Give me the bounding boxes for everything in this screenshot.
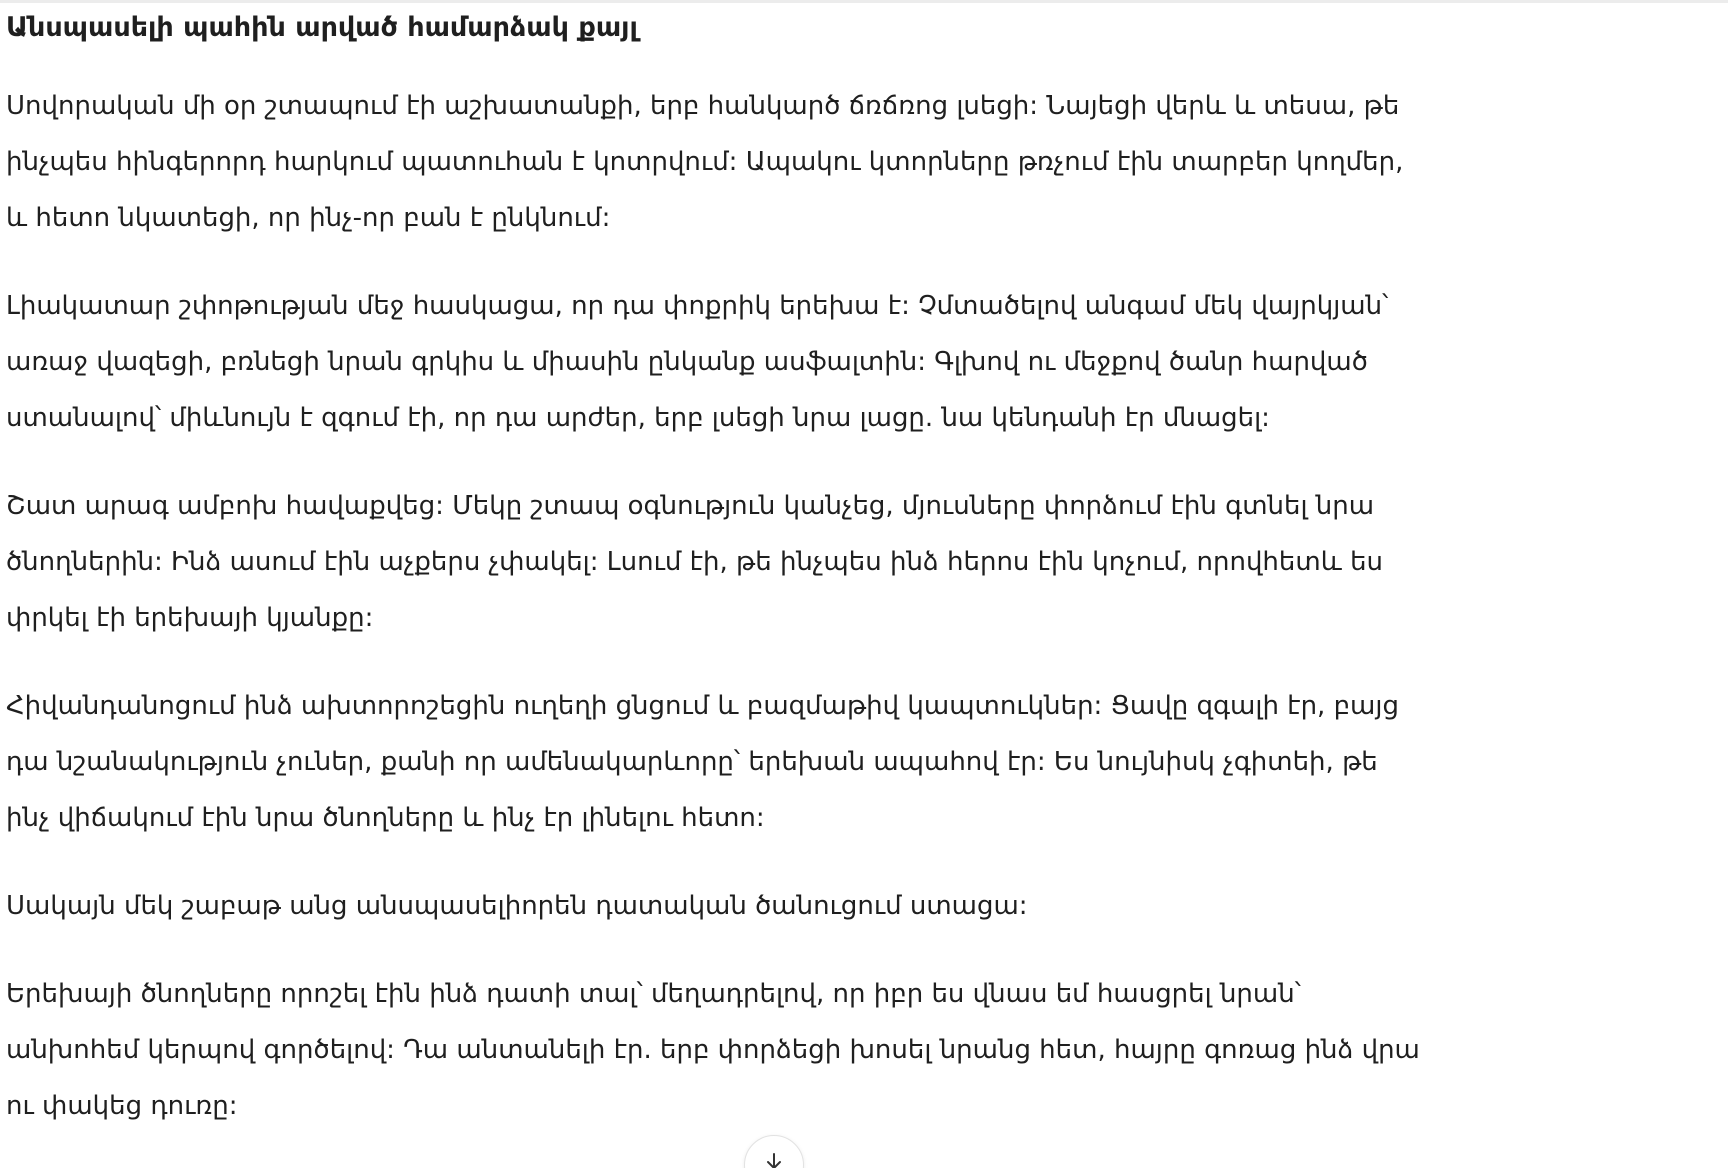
paragraph-line: Հիվանդանոցում ինձ ախտորոշեցին ուղեղի ցնցում և բազմաթիվ կապտուկներ: Ցավը զգալի էր, բայց (6, 691, 1399, 721)
paragraph-line: Շատ արագ ամբոխ հավաքվեց: Մեկը շտապ օգնություն կանչեց, մյուսները փորձում էին գտնել նրա (6, 491, 1375, 521)
arrow-down-icon (762, 1136, 786, 1168)
paragraph-line: անխոհեմ կերպով գործելով: Դա անտանելի էր. երբ փորձեցի խոսել նրանց հետ, հայրը գոռաց ինձ վրա (6, 1035, 1420, 1065)
article (6, 6, 1606, 1134)
paragraph-line: ինչպես հինգերորդ հարկում պատուհան է կոտրվում: Ապակու կտորները թռչում էին տարբեր կողմեր, (6, 147, 1404, 177)
paragraph-line: Լիակատար շփոթության մեջ հասկացա, որ դա փոքրիկ երեխա է: Չմտածելով անգամ մեկ վայրկյան՝ (6, 291, 1389, 321)
paragraph-line: ստանալով՝ միևնույն է զգում էի, որ դա արժեր, երբ լսեցի նրա լացը. նա կենդանի էր մնացել: (6, 403, 1270, 433)
paragraph-line: ինչ վիճակում էին նրա ծնողները և ինչ էր լինելու հետո: (6, 803, 765, 833)
article-title: Անսպասելի պահին արված համարձակ քայլ (6, 12, 638, 43)
paragraph-line: և հետո նկատեցի, որ ինչ-որ բան է ընկնում: (6, 203, 611, 233)
paragraph-line: Սովորական մի օր շտապում էի աշխատանքի, երբ հանկարծ ճռճռոց լսեցի: Նայեցի վերև և տեսա, թե (6, 91, 1400, 121)
paragraph-line: ու փակեց դուռը: (6, 1091, 238, 1121)
paragraph (6, 278, 1606, 446)
paragraph-line: փրկել էի երեխայի կյանքը: (6, 603, 374, 633)
paragraph (6, 678, 1606, 846)
paragraph (6, 78, 1606, 246)
paragraph (6, 478, 1606, 646)
paragraph-line: Երեխայի ծնողները որոշել էին ինձ դատի տալ՝ մեղադրելով, որ իբր ես վնաս եմ հասցրել նրան՝ (6, 979, 1301, 1009)
paragraph (6, 878, 1606, 934)
scroll-down-button[interactable] (744, 1135, 804, 1168)
paragraph-line: ծնողներին: Ինձ ասում էին աչքերս չփակել: Լսում էի, թե ինչպես ինձ հերոս էին կոչում, որովհետև ես (6, 547, 1384, 577)
paragraph-line: առաջ վազեցի, բռնեցի նրան գրկիս և միասին ընկանք ասֆալտին: Գլխով ու մեջքով ծանր հարված (6, 347, 1368, 377)
paragraph (6, 966, 1606, 1134)
top-divider (0, 0, 1728, 3)
paragraph-line: Սակայն մեկ շաբաթ անց անսպասելիորեն դատական ծանուցում ստացա: (6, 891, 1028, 921)
paragraph-line: դա նշանակություն չուներ, քանի որ ամենակարևորը՝ երեխան ապահով էր: Ես նույնիսկ չգիտեի, թե (6, 747, 1378, 777)
